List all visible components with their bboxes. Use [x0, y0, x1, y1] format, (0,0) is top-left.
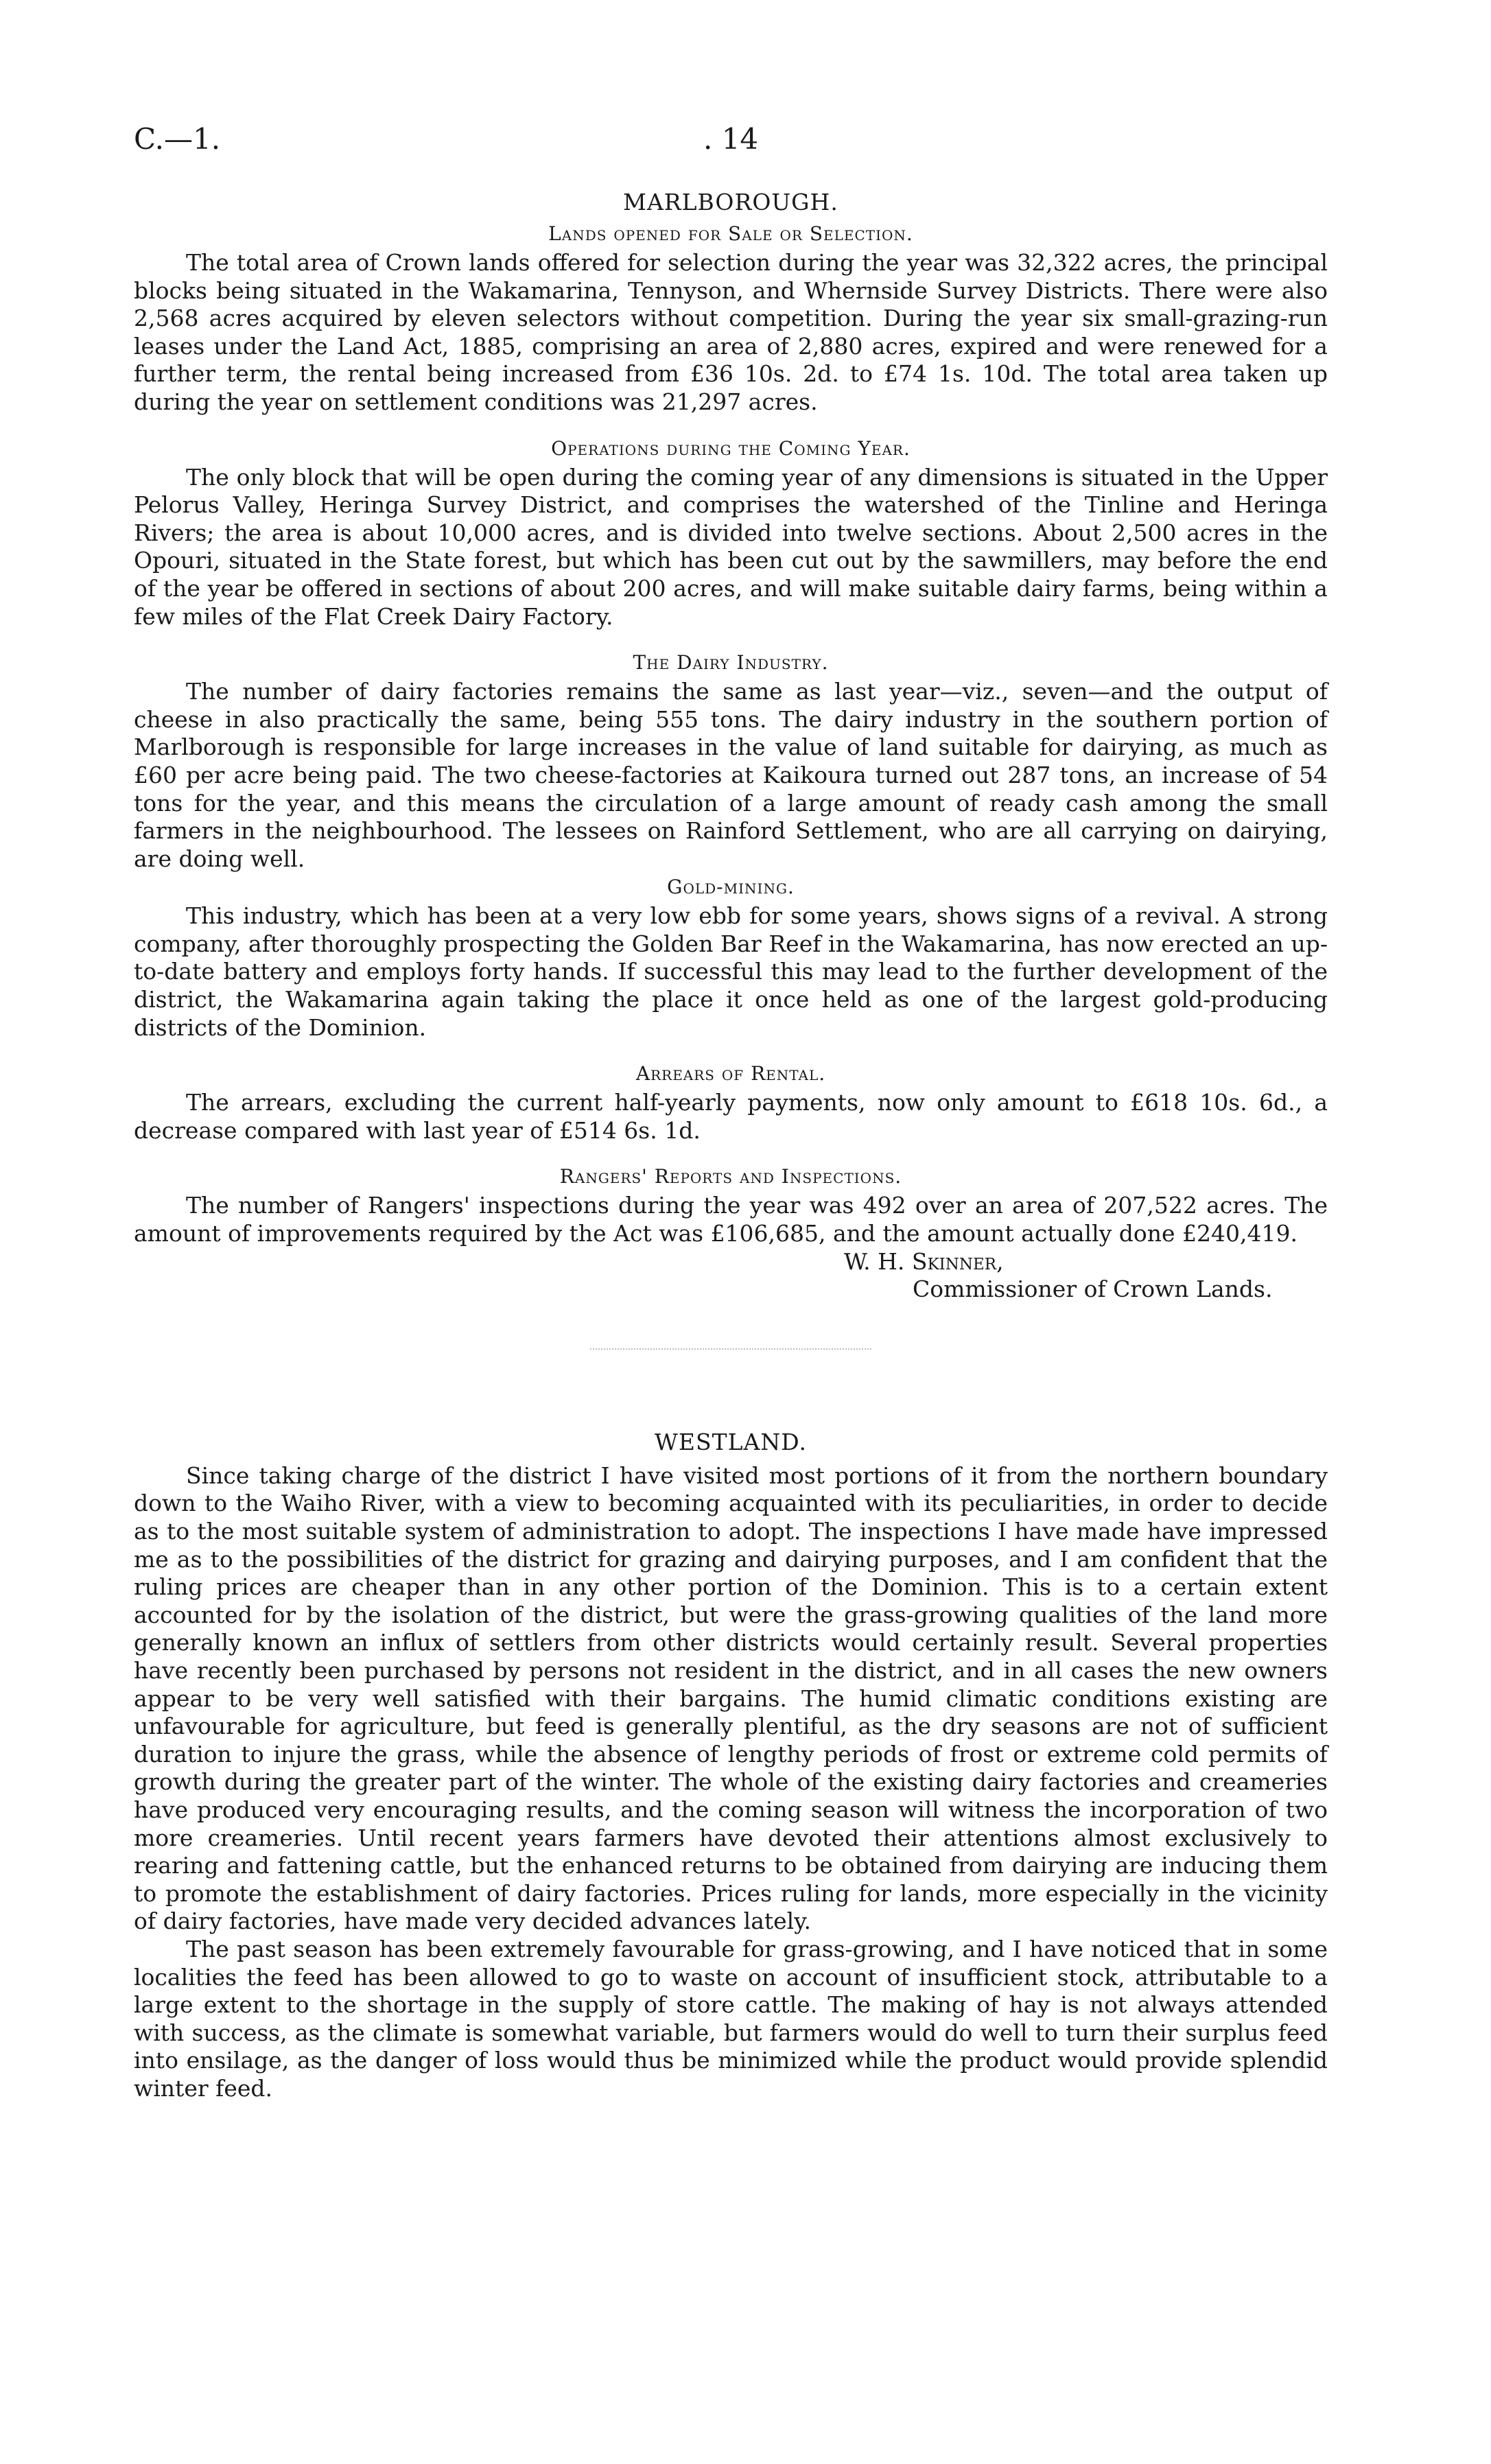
section-gold-mining — [134, 876, 1328, 1042]
page-number: . 14 — [703, 122, 759, 156]
paragraph: This industry, which has been at a very low ebb for some years, shows signs of a revival. A strong company, after thoroughly prospecting the Golden Bar Reef in the Wakamarina, has now erected an up-to-date battery and employs forty hands. If successful this may lead to the further development of the district, the Wakamarina again taking the place it once held as one of the largest gold-producing districts of the Dominion. — [134, 902, 1328, 1041]
section-heading: Rangers' Reports and Inspections. — [559, 1165, 902, 1188]
section-heading: Arrears of Rental. — [635, 1062, 826, 1086]
paragraph: The arrears, excluding the current half-yearly payments, now only amount to £618 10s. 6d., a decrease compared with last year of £514 6s. 1d. — [134, 1089, 1328, 1144]
paragraph: The number of Rangers' inspections during the year was 492 over an area of 207,522 acres. The amount of improvements required by the Act was £106,685, and the amount actually done £240,419. — [134, 1192, 1328, 1247]
section-heading: Operations during the Coming Year. — [551, 436, 911, 460]
paragraph: The only block that will be open during the coming year of any dimensions is situated in the Upper Pelorus Valley, Heringa Survey District, and comprises the watershed of the Tinline and Heringa Rivers; the area is about 10,000 acres, and is divided into twelve sections. About 2,500 acres in the Opouri, situated in the State forest, but which has been cut out by the sawmillers, may before the end of the year be offered in sections of about 200 acres, and will make suitable dairy farms, being within a few miles of the Flat Creek Dairy Factory. — [134, 463, 1328, 630]
signatory-name: W. H. Skinner, — [844, 1247, 1004, 1275]
section-lands-opened — [134, 222, 1328, 416]
section-heading: Gold-mining. — [667, 876, 795, 899]
section-heading: The Dairy Industry. — [633, 651, 829, 674]
signatory-role: Commissioner of Crown Lands. — [913, 1276, 1273, 1303]
paragraph: The total area of Crown lands offered for selection during the year was 32,322 acres, the principal blocks being situated in the Wakamarina, Tennyson, and Whernside Survey Districts. There were also 2,568 acres acquired by eleven selectors without competition. During the year six small-grazing-run leases under the Land Act, 1885, comprising an area of 2,880 acres, expired and were renewed for a further term, the rental being increased from £36 10s. 2d. to £74 1s. 10d. The total area taken up during the year on settlement conditions was 21,297 acres. — [134, 249, 1328, 415]
page-content — [134, 189, 1328, 2102]
report-reference: C.—1. — [134, 122, 221, 156]
paragraph: The past season has been extremely favourable for grass-growing, and I have noticed that in some localities the feed has been allowed to go to waste on account of insufficient stock, attributable to a large extent to the shortage in the supply of store cattle. The making of hay is not always attended with success, as the climate is somewhat variable, but farmers would do well to turn their surplus feed into ensilage, as the danger of loss would thus be minimized while the product would provide splendid winter feed. — [134, 1935, 1328, 2102]
section-dairy-industry — [134, 651, 1328, 873]
section-rangers-reports — [134, 1165, 1328, 1247]
marlborough-report — [134, 189, 1328, 1304]
paragraph: The number of dairy factories remains the same as last year—viz., seven—and the output of cheese in also practically the same, being 555 tons. The dairy industry in the southern portion of Marlborough is responsible for large increases in the value of land suitable for dairying, as much as £60 per acre being paid. The two cheese-factories at Kaikoura turned out 287 tons, an increase of 54 tons for the year, and this means the circulation of a large amount of ready cash among the small farmers in the neighbourhood. The lessees on Rainford Settlement, who are all carrying on dairying, are doing well. — [134, 678, 1328, 872]
section-arrears — [134, 1062, 1328, 1145]
section-heading: Lands opened for Sale or Selection. — [548, 222, 913, 245]
signature-block — [134, 1248, 1328, 1304]
westland-report — [134, 1429, 1328, 2103]
paragraph: Since taking charge of the district I have visited most portions of it from the northern boundary down to the Waiho River, with a view to becoming acquainted with its peculiarities, in order to decide as to the most suitable system of administration to adopt. The inspections I have made have impressed me as to the possibilities of the district for grazing and dairying purposes, and I am confident that the ruling prices are cheaper than in any other portion of the Dominion. This is to a certain extent accounted for by the isolation of the district, but were the grass-growing qualities of the land more generally known an influx of settlers from other districts would certainly result. Several properties have recently been purchased by persons not resident in the district, and in all cases the new owners appear to be very well satisfied with their bargains. The humid climatic conditions existing are unfavourable for agriculture, but feed is generally plentiful, as the dry seasons are not of sufficient duration to injure the grass, while the absence of lengthy periods of frost or extreme cold permits of growth during the greater part of the winter. The whole of the existing dairy factories and creameries have produced very encouraging results, and the coming season will witness the incorporation of two more creameries. Until recent years farmers have devoted their attentions almost exclusively to rearing and fattening cattle, but the enhanced returns to be obtained from dairying are inducing them to promote the establishment of dairy factories. Prices ruling for lands, more especially in the vicinity of dairy factories, have made very decided advances lately. — [134, 1462, 1328, 1935]
district-title: WESTLAND. — [654, 1428, 808, 1455]
district-title: MARLBOROUGH. — [623, 189, 838, 215]
section-divider — [590, 1348, 871, 1350]
section-operations — [134, 437, 1328, 631]
